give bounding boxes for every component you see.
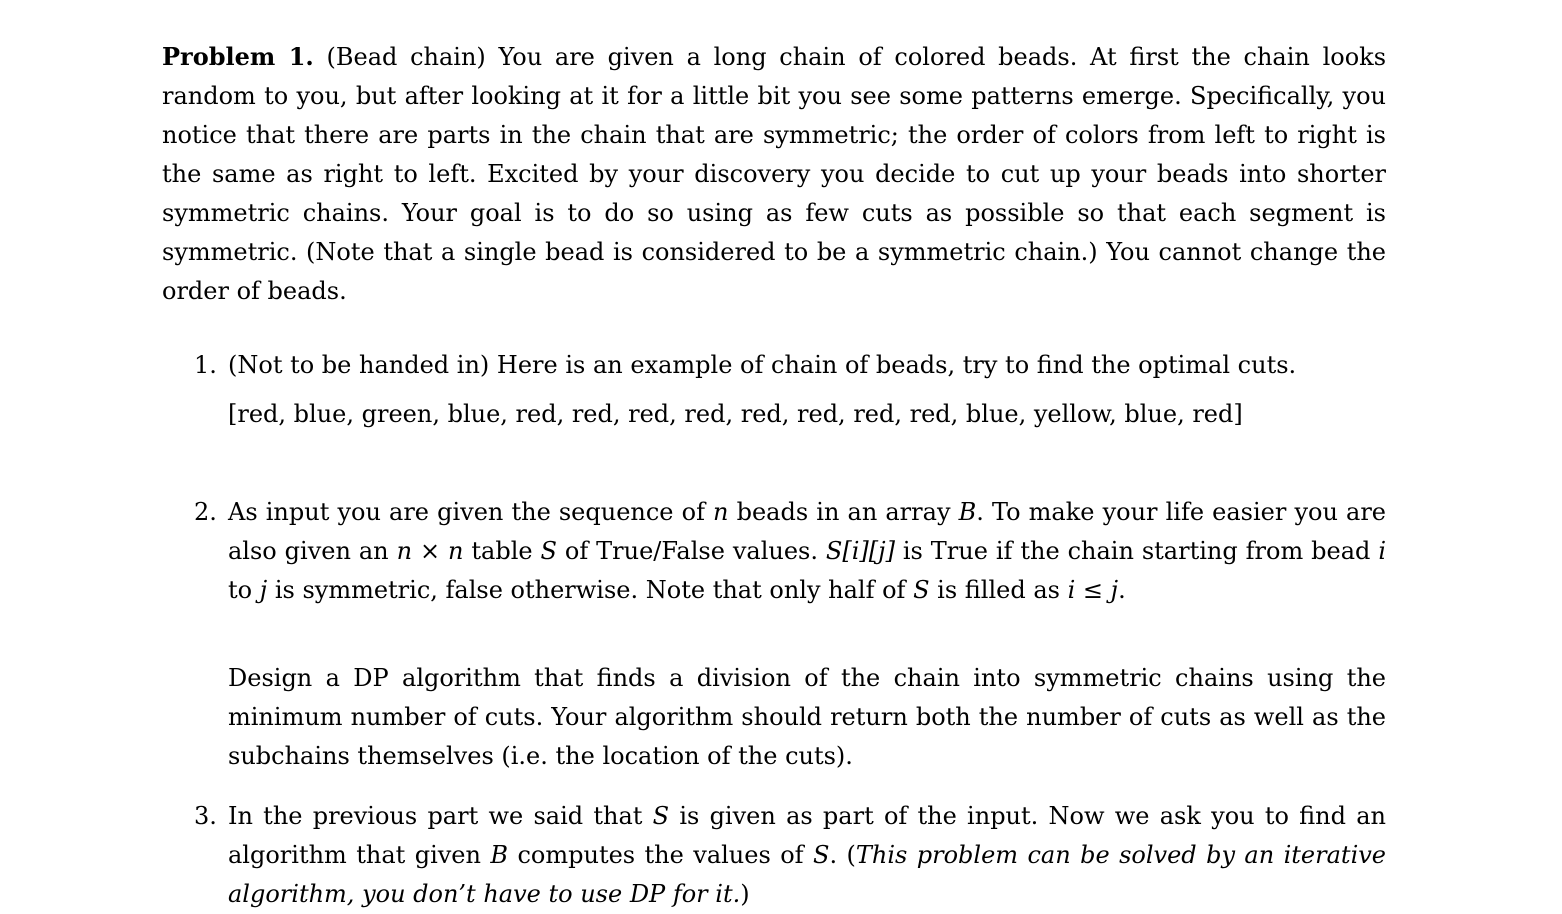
math-var: S [913,576,930,604]
math-var: n [713,498,729,526]
text-run: beads in an array [728,498,959,526]
item-text: (Not to be handed in) Here is an example of chain of beads, try to find the optimal cuts. [228,351,1297,379]
list-item [162,797,1386,914]
text-run: to [228,576,260,604]
text-run: ) [740,880,750,908]
math-symbol: ≤ [1082,576,1104,604]
math-symbol: × [419,537,441,565]
list-item [162,346,1386,434]
text-run: is symmetric, false otherwise. Note that only half of [267,576,914,604]
problem-title: Problem 1. [162,42,314,71]
problem-document [162,37,1386,914]
text-run: . To make your life easier you are also given an [228,498,1386,565]
math-var: B [958,498,977,526]
math-expression: [i][j] [842,537,895,565]
text-run: is given as part of the input. Now we ask you to find an algorithm that given [228,802,1387,869]
math-var: i [1378,537,1386,565]
item-number: 2. [194,498,217,526]
list-item [162,493,1386,776]
math-var: S [652,802,670,830]
text-run: is filled as [929,576,1068,604]
problem-intro-text: (Bead chain) You are given a long chain of colored beads. At first the chain looks random to you, but after looking at it for a little bit you see some patterns emerge. Specifically, you notice that there are parts in the chain that are symmetric; the order of colors from left to right is the same as right to left. Excited by your discovery you decide to cut up your beads into shorter symmetric chains. Your goal is to do so using as few cuts as possible so that each segment is symmetric. (Note that a single bead is considered to be a symmetric chain.) You cannot change the order of beads. [162,43,1387,305]
problem-intro [162,37,1386,311]
text-run: As input you are given the sequence of [228,498,714,526]
text-run: . ( [829,841,856,869]
math-var: S [812,841,830,869]
math-var: n [396,537,413,565]
bead-chain-example: [red, blue, green, blue, red, red, red, red, red, red, red, red, blue, yellow, blue, red] [228,400,1243,428]
math-var: S [825,537,843,565]
math-var: j [1110,576,1119,604]
text-run: is True if the chain starting from bead [894,537,1379,565]
math-var: S [540,537,557,565]
text-run: . [1118,576,1126,604]
item-number: 3. [194,802,217,830]
italic-note: This problem can be solved by an iterative algorithm, you don’t have to use DP for it. [228,841,1387,908]
text-run: computes the values of [508,841,813,869]
math-var: B [490,841,509,869]
text-run: of True/False values. [556,537,826,565]
item-number: 1. [194,351,217,379]
item-text [228,797,1386,914]
math-var: i [1067,576,1076,604]
math-var: j [259,576,268,604]
text-run: table [463,537,541,565]
problem-parts-list [162,346,1386,914]
math-var: n [448,537,464,565]
item-text [228,493,1386,610]
text-run: In the previous part we said that [228,802,653,830]
item-text-second-paragraph: Design a DP algorithm that finds a division of the chain into symmetric chains using the minimum number of cuts. Your algorithm should return both the number of cuts as well as the subchains themselves (i.e. the location of the cuts). [228,664,1386,770]
